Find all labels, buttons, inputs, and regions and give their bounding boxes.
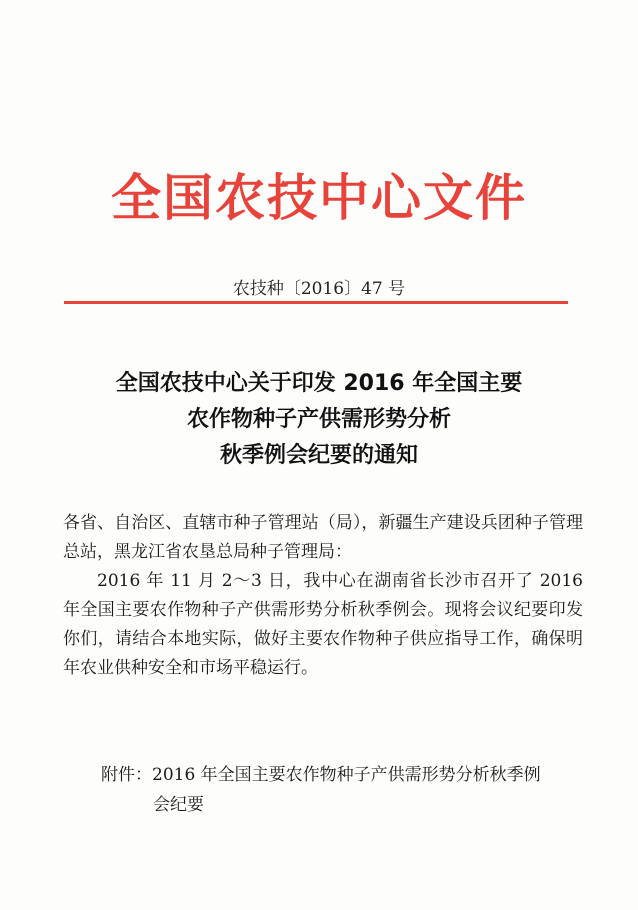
attachment-text-line-2: 会纪要 — [153, 795, 204, 815]
addressee-paragraph: 各省、自治区、直辖市种子管理站（局），新疆生产建设兵团种子管理总站，黑龙江省农垦总局种子管理局： — [63, 513, 583, 562]
document-number: 农技种〔2016〕47 号 — [232, 279, 406, 299]
attachment-note — [101, 760, 571, 820]
attachment-label: 附件： — [101, 765, 152, 785]
notice-body — [63, 509, 583, 683]
notice-title-line-1: 全国农技中心关于印发 2016 年全国主要 — [115, 371, 523, 396]
notice-title — [0, 366, 638, 474]
attachment-text-line-1: 2016 年全国主要农作物种子产供需形势分析秋季例 — [152, 765, 541, 785]
notice-title-line-3: 秋季例会纪要的通知 — [219, 443, 418, 468]
notice-title-line-2: 农作物种子产供需形势分析 — [186, 407, 451, 432]
main-paragraph: 2016 年 11 月 2～3 日，我中心在湖南省长沙市召开了 2016 年全国主要农作物种子产供需形势分析秋季例会。现将会议纪要印发你们，请结合本地实际，做好主要农作物种子供应指导工作，确保明年农业供种安全和市场平稳运行。 — [63, 571, 583, 678]
red-divider-line — [64, 301, 568, 304]
masthead-title: 全国农技中心文件 — [111, 169, 527, 227]
